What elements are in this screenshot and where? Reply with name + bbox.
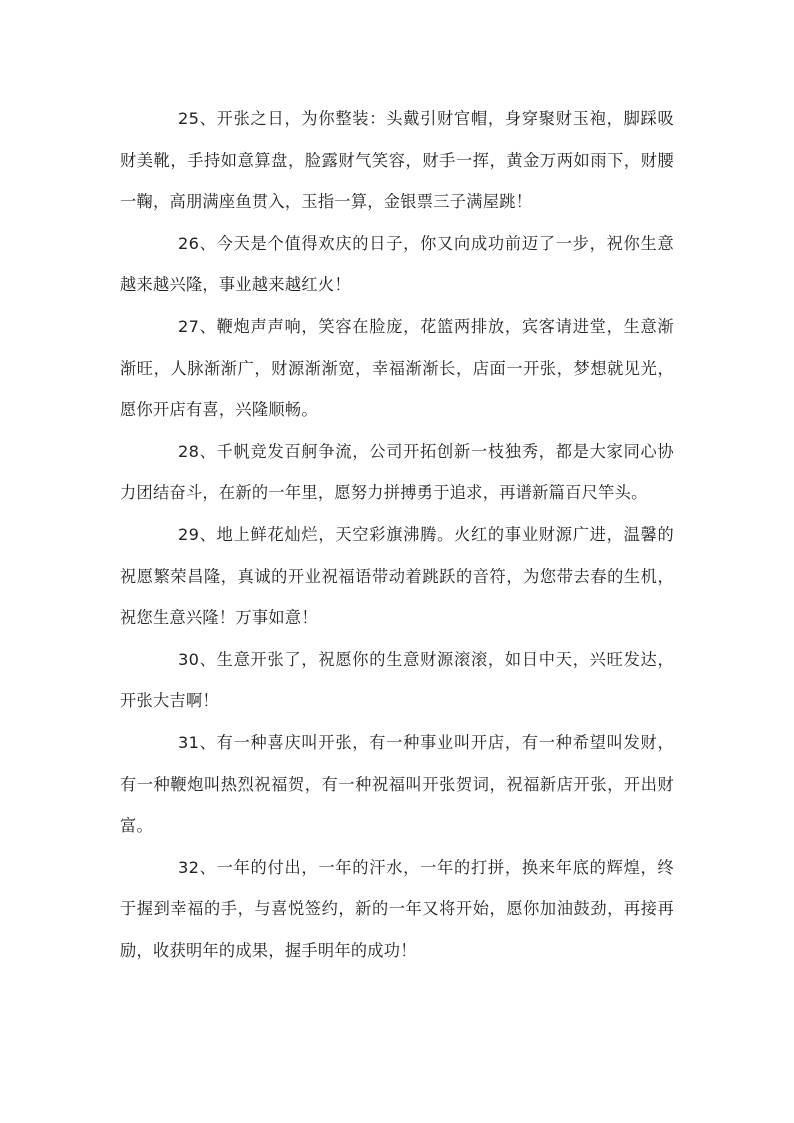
paragraph-26: 26、今天是个值得欢庆的日子，你又向成功前迈了一步，祝你生意越来越兴隆，事业越来越红火！: [120, 233, 674, 295]
paragraph-25: 25、开张之日，为你整装：头戴引财官帽，身穿聚财玉袍，脚踩吸财美靴，手持如意算盘，脸露财气笑容，财手一挥，黄金万两如雨下，财腰一鞠，高朋满座鱼贯入，玉指一算，金银票三子满屋跳！: [120, 109, 674, 212]
paragraph-29: 29、地上鲜花灿烂，天空彩旗沸腾。火红的事业财源广进，温馨的祝愿繁荣昌隆，真诚的开业祝福语带动着跳跃的音符，为您带去春的生机，祝您生意兴隆！万事如意！: [120, 524, 674, 628]
document-body: [120, 98, 674, 971]
paragraph-27: 27、鞭炮声声响，笑容在脸庞，花篮两排放，宾客请进堂，生意渐渐旺，人脉渐渐广，财源渐渐宽，幸福渐渐长，店面一开张，梦想就见光，愿你开店有喜，兴隆顺畅。: [120, 316, 674, 420]
paragraph-31: 31、有一种喜庆叫开张，有一种事业叫开店，有一种希望叫发财，有一种鞭炮叫热烈祝福贺，有一种祝福叫开张贺词，祝福新店开张，开出财富。: [120, 732, 674, 836]
paragraph-28: 28、千帆竞发百舸争流，公司开拓创新一枝独秀，都是大家同心协力团结奋斗，在新的一年里，愿努力拼搏勇于追求，再谱新篇百尺竿头。: [120, 441, 674, 503]
paragraph-30: 30、生意开张了，祝愿你的生意财源滚滚，如日中天，兴旺发达，开张大吉啊！: [120, 649, 674, 711]
paragraph-32: 32、一年的付出，一年的汗水，一年的打拼，换来年底的辉煌，终于握到幸福的手，与喜悦签约，新的一年又将开始，愿你加油鼓劲，再接再励，收获明年的成果，握手明年的成功！: [120, 857, 674, 960]
